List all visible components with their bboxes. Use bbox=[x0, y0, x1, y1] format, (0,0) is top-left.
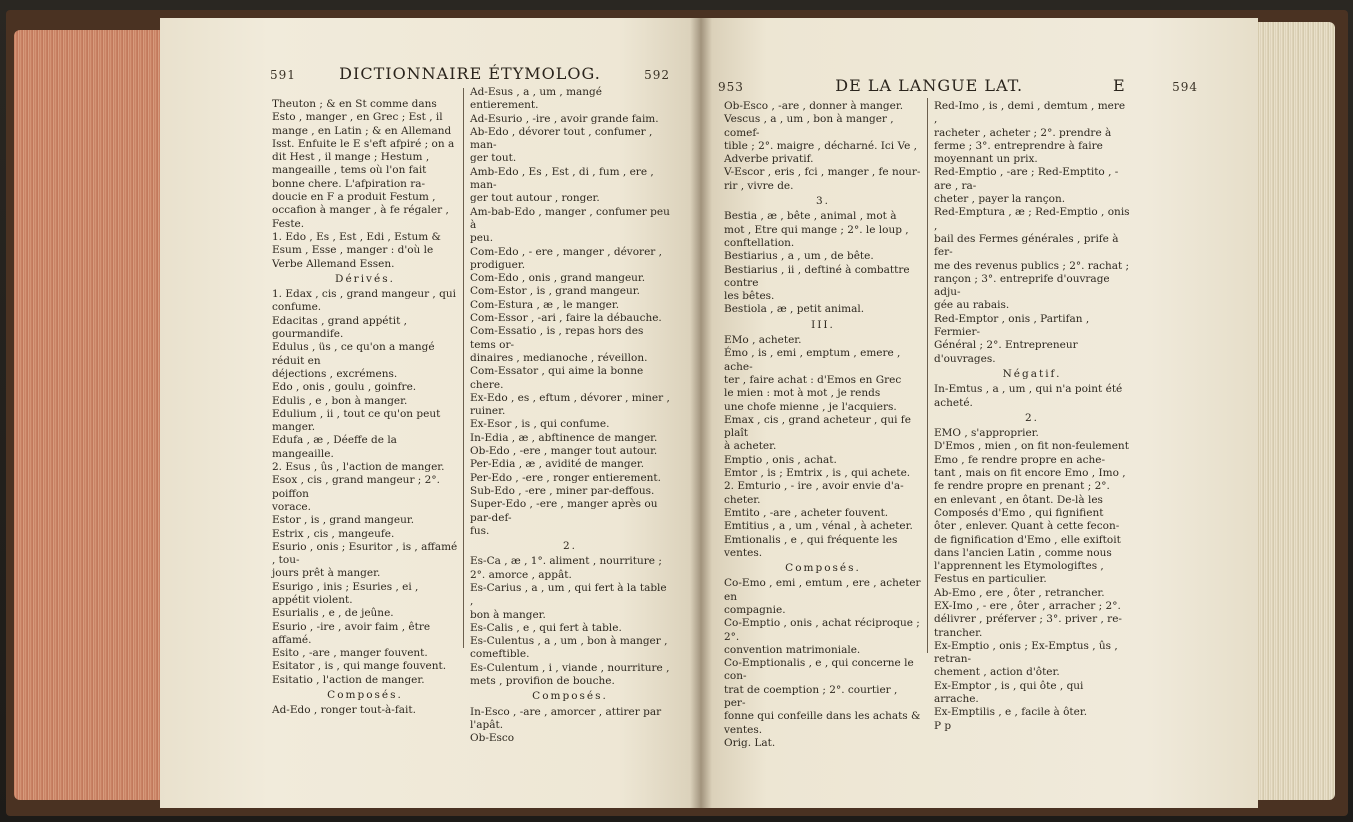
text-line: bon à manger. bbox=[470, 608, 546, 621]
text-line: cheter. bbox=[724, 493, 761, 506]
text-line: peu. bbox=[470, 232, 494, 245]
right-col-number: 594 bbox=[1172, 80, 1198, 94]
text-line: 2. Esus , ûs , l'action de manger. bbox=[272, 461, 445, 474]
text-line: Edufa , æ , Déeffe de la mangeaille. bbox=[272, 434, 397, 460]
text-line: l'apât. bbox=[470, 718, 504, 731]
text-line: Am-bab-Edo , manger , confumer peu à bbox=[470, 205, 670, 231]
text-line: Esum , Esse , manger : d'où le bbox=[272, 244, 434, 257]
text-line: Ab-Emo , ere , ôter , retrancher. bbox=[934, 586, 1105, 599]
text-line: convention matrimoniale. bbox=[724, 643, 861, 656]
text-line: déjections , excrémens. bbox=[272, 367, 398, 380]
text-line: ferme ; 3°. entreprendre à faire bbox=[934, 139, 1103, 152]
text-line: dit Hest , il mange ; Hestum , bbox=[272, 151, 430, 164]
left-column-rule bbox=[463, 88, 464, 648]
text-line: Emtitius , a , um , vénal , à acheter. bbox=[724, 520, 913, 533]
text-line: Co-Emptio , onis , achat réciproque ; 2°. bbox=[724, 617, 920, 643]
right-column-2 bbox=[934, 100, 1130, 733]
text-line: 1. Edax , cis , grand mangeur , qui bbox=[272, 288, 456, 301]
text-line: Ab-Edo , dévorer tout , confumer , man- bbox=[470, 125, 653, 152]
text-line: me des revenus publics ; 2°. rachat ; bbox=[934, 259, 1130, 272]
text-line: Bestiarius , ii , deftiné à combattre contre bbox=[724, 263, 910, 289]
text-line: Esox , cis , grand mangeur ; 2°. poiffon bbox=[272, 474, 440, 500]
left-column-2 bbox=[470, 86, 670, 746]
text-line: Com-Estura , æ , le manger. bbox=[470, 298, 620, 311]
text-line: trancher. bbox=[934, 626, 983, 639]
text-line: les bêtes. bbox=[724, 290, 775, 303]
text-line: trat de coemption ; 2°. courtier , per- bbox=[724, 683, 898, 710]
text-line: Ex-Edo , es , eftum , dévorer , miner , bbox=[470, 391, 670, 404]
text-line: Esto , manger , en Grec ; Est , il bbox=[272, 111, 443, 124]
text-line: fe rendre propre en prenant ; 2°. bbox=[934, 480, 1110, 493]
text-line: vorace. bbox=[272, 500, 311, 513]
text-line: Emtionalis , e , qui fréquente les ventes. bbox=[724, 533, 898, 559]
text-line: Composés. bbox=[327, 689, 403, 702]
text-line: le mien : mot à mot , je rends bbox=[724, 387, 881, 400]
text-line: jours prêt à manger. bbox=[272, 567, 381, 580]
text-line: Esurigo , inis ; Esuries , ei , appétit violent. bbox=[272, 580, 419, 606]
text-line: Es-Culentus , a , um , bon à manger , bbox=[470, 635, 668, 648]
text-line: EMo , acheter. bbox=[724, 334, 802, 347]
text-line: moyennant un prix. bbox=[934, 153, 1038, 166]
text-line: III. bbox=[811, 318, 835, 331]
text-line: chement , action d'ôter. bbox=[934, 666, 1060, 679]
left-running-title: DICTIONNAIRE ÉTYMOLOG. bbox=[339, 64, 601, 83]
text-line: dinaires , medianoche , réveillon. bbox=[470, 351, 648, 364]
text-line: dans l'ancien Latin , comme nous bbox=[934, 546, 1112, 559]
text-line: Ad-Esurio , -ire , avoir grande faim. bbox=[470, 112, 659, 125]
text-line: In-Esco , -are , amorcer , attirer par bbox=[470, 705, 662, 718]
text-line: Edulium , ii , tout ce qu'on peut manger. bbox=[272, 407, 441, 434]
text-line: P p bbox=[934, 719, 952, 732]
text-line: Red-Emptura , æ ; Red-Emptio , onis , bbox=[934, 206, 1130, 232]
text-line: ger tout autour , ronger. bbox=[470, 192, 600, 205]
text-line: Es-Culentum , i , viande , nourriture , bbox=[470, 661, 670, 674]
text-line: tant , mais on fit encore Emo , Imo , bbox=[934, 467, 1126, 480]
text-line: ôter , enlever. Quant à cette fecon- bbox=[934, 520, 1120, 533]
text-line: Isst. Enfuite le E s'eft afpiré ; on a bbox=[272, 137, 455, 150]
text-line: Emax , cis , grand acheteur , qui fe plaît bbox=[724, 413, 911, 440]
text-line: D'Emos , mien , on fit non-feulement bbox=[934, 440, 1129, 453]
right-section-letter: E bbox=[1113, 76, 1126, 95]
text-line: Verbe Allemand Essen. bbox=[272, 257, 395, 270]
text-line: EX-Imo , - ere , ôter , arracher ; 2°. bbox=[934, 599, 1121, 612]
text-line: fonne qui confeille dans les achats & bbox=[724, 710, 921, 723]
text-line: doucie en F a produit Festum , bbox=[272, 191, 436, 204]
text-line: Ob-Esco bbox=[470, 732, 515, 745]
text-line: bonne chere. L'afpiration ra- bbox=[272, 177, 426, 190]
text-line: EMO , s'approprier. bbox=[934, 427, 1039, 440]
text-line: Émo , is , emi , emptum , emere , ache- bbox=[724, 347, 901, 373]
text-line: prodiguer. bbox=[470, 258, 526, 271]
text-line: Ex-Emptor , is , qui ôte , qui arrache. bbox=[934, 679, 1084, 706]
text-line: tible ; 2°. maigre , décharné. Ici Ve , bbox=[724, 139, 917, 152]
text-line: Esitator , is , qui mange fouvent. bbox=[272, 660, 447, 673]
text-line: Esurio , onis ; Esuritor , is , affamé , tou- bbox=[272, 540, 458, 567]
text-line: l'apprennent les Etymologiftes , bbox=[934, 560, 1104, 573]
text-line: Ob-Edo , -ere , manger tout autour. bbox=[470, 445, 658, 458]
text-line: Dérivés. bbox=[335, 272, 395, 285]
text-line: cheter , payer la rançon. bbox=[934, 193, 1066, 206]
text-line: fus. bbox=[470, 524, 490, 537]
text-line: bail des Fermes générales , prife à fer- bbox=[934, 232, 1119, 259]
text-line: 1. Edo , Es , Est , Edi , Estum & bbox=[272, 230, 441, 243]
left-col-number: 592 bbox=[644, 68, 670, 82]
text-line: ruiner. bbox=[470, 405, 506, 418]
text-line: acheté. bbox=[934, 396, 973, 409]
right-column-rule bbox=[927, 98, 928, 653]
text-line: 3. bbox=[815, 195, 831, 208]
text-line: Négatif. bbox=[1002, 367, 1062, 380]
text-line: 2°. amorce , appât. bbox=[470, 568, 572, 581]
text-line: Festus en particulier. bbox=[934, 573, 1047, 586]
text-line: Edulus , üs , ce qu'on a mangé réduit en bbox=[272, 341, 435, 367]
right-running-title: DE LA LANGUE LAT. bbox=[835, 76, 1024, 95]
text-line: Bestiola , æ , petit animal. bbox=[724, 303, 865, 316]
text-line: Amb-Edo , Es , Est , di , fum , ere , man- bbox=[470, 165, 654, 192]
text-line: confume. bbox=[272, 301, 322, 314]
text-line: en enlevant , en ôtant. De-là les bbox=[934, 493, 1103, 506]
text-line: Es-Calis , e , qui fert à table. bbox=[470, 621, 622, 634]
text-line: Emptio , onis , achat. bbox=[724, 453, 837, 466]
text-line: ventes. bbox=[724, 723, 763, 736]
text-line: Com-Essatio , is , repas hors des tems or- bbox=[470, 325, 644, 351]
left-page-number: 591 bbox=[270, 68, 296, 82]
text-line: Sub-Edo , -ere , miner par-deffous. bbox=[470, 484, 655, 497]
text-line: Composés d'Emo , qui fignifient bbox=[934, 506, 1104, 519]
text-line: Com-Edo , - ere , manger , dévorer , bbox=[470, 245, 662, 258]
right-column-1 bbox=[724, 100, 922, 750]
text-line: Ad-Esus , a , um , mangé entierement. bbox=[470, 86, 602, 112]
text-line: mange , en Latin ; & en Allemand bbox=[272, 124, 452, 137]
text-line: 2. Emturio , - ire , avoir envie d'a- bbox=[724, 480, 904, 493]
text-line: Es-Carius , a , um , qui fert à la table , bbox=[470, 581, 667, 608]
left-page-header bbox=[270, 64, 670, 86]
text-line: Orig. Lat. bbox=[724, 736, 776, 749]
text-line: délivrer , préferver ; 3°. priver , re- bbox=[934, 613, 1122, 626]
text-line: une chofe mienne , je l'acquiers. bbox=[724, 400, 897, 413]
text-line: Red-Imo , is , demi , demtum , mere , bbox=[934, 100, 1126, 126]
text-line: Esito , -are , manger fouvent. bbox=[272, 647, 428, 660]
text-line: Edo , onis , goulu , goinfre. bbox=[272, 381, 417, 394]
page-edges-right bbox=[1255, 22, 1335, 800]
text-line: ter , faire achat : d'Emos en Grec bbox=[724, 373, 902, 386]
text-line: In-Edia , æ , abftinence de manger. bbox=[470, 431, 658, 444]
text-line: Ex-Emptio , onis ; Ex-Emptus , ûs , retran- bbox=[934, 639, 1118, 666]
text-line: Emtito , -are , acheter fouvent. bbox=[724, 506, 889, 519]
text-line: Feste. bbox=[272, 217, 305, 230]
text-line: compagnie. bbox=[724, 603, 786, 616]
text-line: Vescus , a , um , bon à manger , comef- bbox=[724, 113, 894, 139]
text-line: 2. bbox=[562, 540, 578, 553]
text-line: Esurio , -ire , avoir faim , être affamé. bbox=[272, 620, 431, 646]
text-line: Theuton ; & en St comme dans bbox=[272, 98, 437, 110]
text-line: de fignification d'Emo , elle exiftoit bbox=[934, 533, 1121, 546]
text-line: Estrix , cis , mangeufe. bbox=[272, 527, 395, 540]
text-line: Esurialis , e , de jeûne. bbox=[272, 607, 394, 620]
text-line: Esitatio , l'action de manger. bbox=[272, 673, 425, 686]
text-line: Bestia , æ , bête , animal , mot à bbox=[724, 210, 897, 223]
text-line: Ad-Edo , ronger tout-à-fait. bbox=[272, 704, 416, 717]
text-line: Com-Essor , -ari , faire la débauche. bbox=[470, 312, 662, 325]
text-line: Edacitas , grand appétit , gourmandife. bbox=[272, 314, 407, 341]
text-line: mangeaille , tems où l'on fait bbox=[272, 164, 427, 177]
text-line: Composés. bbox=[785, 562, 861, 575]
text-line: Co-Emo , emi , emtum , ere , acheter en bbox=[724, 577, 921, 603]
text-line: Général ; 2°. Entrepreneur d'ouvrages. bbox=[934, 339, 1078, 365]
text-line: Super-Edo , -ere , manger après ou par-def- bbox=[470, 498, 658, 524]
text-line: Adverbe privatif. bbox=[724, 153, 814, 166]
right-page-number: 953 bbox=[718, 80, 744, 94]
text-line: comeftible. bbox=[470, 648, 530, 661]
text-line: ger tout. bbox=[470, 152, 517, 165]
text-line: Com-Edo , onis , grand mangeur. bbox=[470, 272, 646, 285]
text-line: rir , vivre de. bbox=[724, 179, 794, 192]
text-line: 2. bbox=[1024, 411, 1040, 424]
text-line: Bestiarius , a , um , de bête. bbox=[724, 250, 874, 263]
text-line: mets , provifion de bouche. bbox=[470, 675, 615, 688]
text-line: Edulis , e , bon à manger. bbox=[272, 394, 408, 407]
text-line: Emtor , is ; Emtrix , is , qui achete. bbox=[724, 467, 911, 480]
text-line: Ob-Esco , -are , donner à manger. bbox=[724, 100, 904, 112]
text-line: Composés. bbox=[532, 690, 608, 703]
text-line: Es-Ca , æ , 1°. aliment , nourriture ; bbox=[470, 555, 662, 568]
text-line: Com-Essator , qui aime la bonne chere. bbox=[470, 365, 644, 391]
text-line: Per-Edia , æ , avidité de manger. bbox=[470, 458, 645, 471]
text-line: rançon ; 3°. entreprife d'ouvrage adju- bbox=[934, 272, 1110, 299]
page-edges-left bbox=[14, 30, 164, 800]
text-line: gée au rabais. bbox=[934, 299, 1010, 312]
text-line: Red-Emptio , -are ; Red-Emptito , -are , ra- bbox=[934, 166, 1119, 192]
text-line: à acheter. bbox=[724, 440, 777, 453]
text-line: In-Emtus , a , um , qui n'a point été bbox=[934, 383, 1123, 396]
text-line: Com-Estor , is , grand mangeur. bbox=[470, 285, 640, 298]
text-line: Emo , fe rendre propre en ache- bbox=[934, 453, 1106, 466]
text-line: Ex-Esor , is , qui confume. bbox=[470, 418, 610, 431]
text-line: Per-Edo , -ere , ronger entierement. bbox=[470, 471, 661, 484]
text-line: conftellation. bbox=[724, 236, 795, 249]
text-line: V-Escor , eris , fci , manger , fe nour- bbox=[724, 166, 921, 179]
left-column-1 bbox=[272, 98, 458, 718]
text-line: mot , Etre qui mange ; 2°. le loup , bbox=[724, 223, 909, 236]
text-line: Co-Emptionalis , e , qui concerne le con- bbox=[724, 657, 914, 683]
text-line: racheter , acheter ; 2°. prendre à bbox=[934, 126, 1112, 139]
book-gutter bbox=[690, 18, 712, 808]
right-page-header bbox=[718, 76, 1198, 98]
text-line: Estor , is , grand mangeur. bbox=[272, 514, 415, 527]
text-line: Ex-Emptilis , e , facile à ôter. bbox=[934, 706, 1088, 719]
text-line: Red-Emptor , onis , Partifan , Fermier- bbox=[934, 312, 1090, 339]
text-line: occafion à manger , à fe régaler , bbox=[272, 204, 449, 217]
